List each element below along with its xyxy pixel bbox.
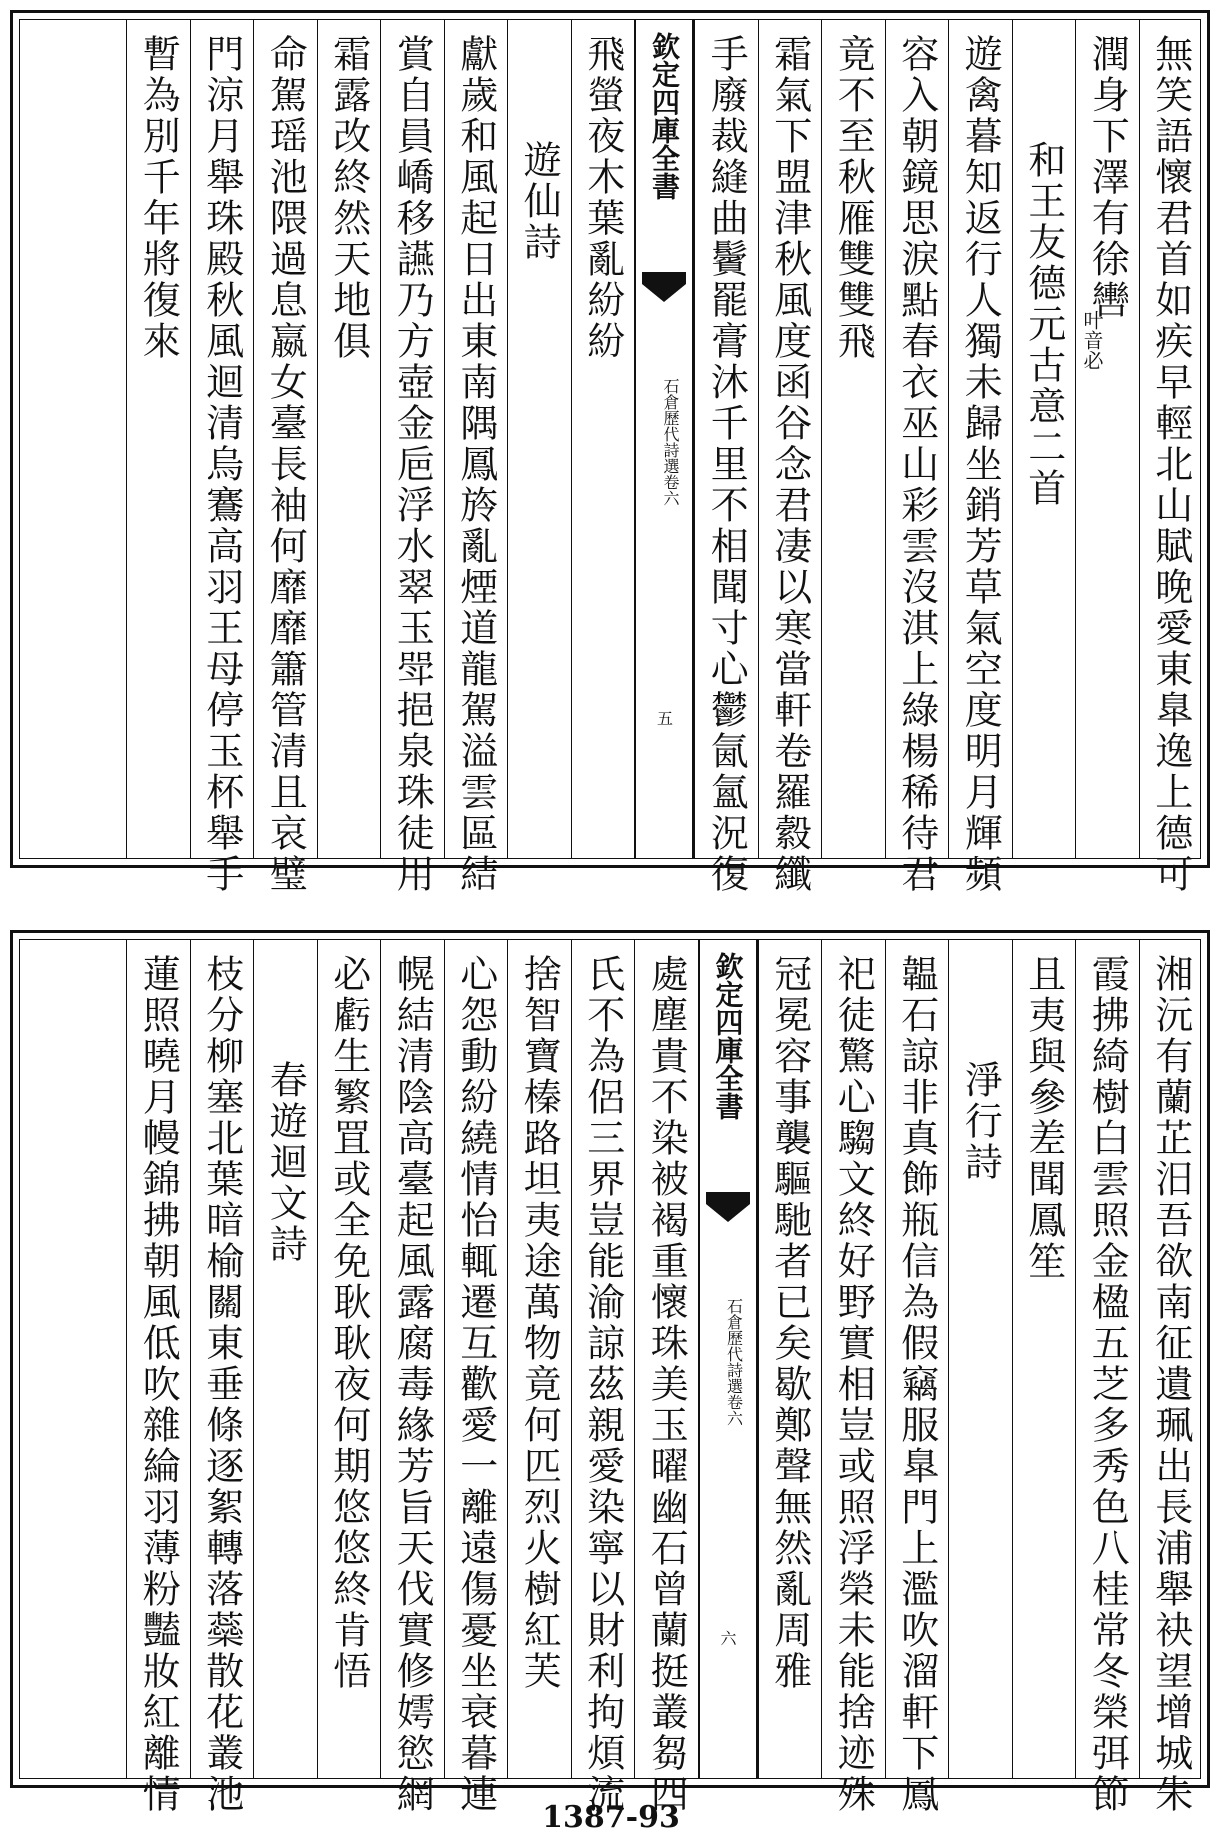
spine-page-number: 六 xyxy=(718,1630,737,1646)
page-number-footer: 1387-93 xyxy=(542,1800,680,1835)
verse-line: 霞拂綺樹白雲照金楹五芝多秀色八桂常冬榮弭節 xyxy=(1085,954,1130,1815)
verse-line: 門涼月舉珠殿秋風迴清烏鶱高羽王母停玉杯舉手 xyxy=(199,34,244,895)
text-column xyxy=(758,20,822,895)
verse-line: 獻歲和風起日出東南隅鳳旍亂煙道龍駕溢雲區結 xyxy=(453,34,498,895)
poem-title: 遊仙詩 xyxy=(517,140,562,263)
text-column xyxy=(444,940,508,1815)
spine-margin xyxy=(634,20,694,858)
text-column xyxy=(885,20,949,895)
text-column xyxy=(948,940,1012,1778)
text-column xyxy=(380,20,444,895)
spine-book-title: 石倉歷代詩選卷六 xyxy=(661,378,680,506)
text-column xyxy=(507,940,571,1778)
text-column xyxy=(1012,20,1076,858)
text-column xyxy=(126,940,190,1815)
verse-line: 心怨動紛繞情怡輒遷互歡愛一離遠傷憂坐衰暮連 xyxy=(453,954,498,1815)
poem-title: 和王友德元古意二首 xyxy=(1021,140,1066,509)
verse-line: 且夷與參差聞鳳笙 xyxy=(1021,954,1066,1282)
text-column xyxy=(1075,940,1139,1815)
verse-line: 飛螢夜木葉亂紛紛 xyxy=(580,34,625,362)
verse-line: 潤身下澤有徐轡 xyxy=(1085,34,1130,321)
text-column xyxy=(1139,940,1203,1815)
text-column xyxy=(253,940,317,1778)
text-column xyxy=(190,940,254,1815)
verse-line: 湘沅有蘭芷汨吾欲南征遺珮出長浦舉袂望增城朱 xyxy=(1148,954,1193,1815)
spine-title: 欽定四庫全書 xyxy=(711,952,745,1120)
text-column xyxy=(758,940,822,1778)
spine-book-title: 石倉歷代詩選卷六 xyxy=(724,1298,744,1426)
verse-line: 處塵貴不染被褐重懷珠美玉曜幽石曾蘭挺叢芻四 xyxy=(644,954,689,1815)
verse-line: 必虧生繁罝或全免耿耿夜何期悠悠終肯悟 xyxy=(326,954,371,1692)
verse-line: 賞自員嶠移讌乃方壺金巵浮水翠玉斝挹泉珠徒用 xyxy=(390,34,435,895)
text-column xyxy=(507,20,571,858)
verse-line: 容入朝鏡思淚點春衣巫山彩雲沒淇上綠楊稀待君 xyxy=(894,34,939,895)
verse-line: 蓮照曉月幔錦拂朝風低吹雜綸羽薄粉豔妝紅離情 xyxy=(136,954,181,1815)
page-frame xyxy=(19,939,1201,1815)
verse-line: 霜露改終然天地俱 xyxy=(326,34,371,362)
text-column xyxy=(634,940,698,1815)
verse-line: 韞石諒非真飾瓶信為假竊服臯門上濫吹溜軒下鳳 xyxy=(894,954,939,1815)
verse-line: 捨智寶榛路坦夷途萬物竟何匹烈火樹紅芙 xyxy=(517,954,562,1692)
verse-line: 竟不至秋雁雙雙飛 xyxy=(831,34,876,362)
verse-line: 冠冕容事襲驅馳者已矣歇鄭聲無然亂周雅 xyxy=(767,954,812,1692)
text-column xyxy=(571,20,635,858)
verse-line: 無笑語懷君首如疾早輕北山賦晚愛東臯逸上德可 xyxy=(1148,34,1193,895)
upper-page xyxy=(10,10,1210,895)
verse-line: 遊禽暮知返行人獨未歸坐銷芳草氣空度明月輝頻 xyxy=(958,34,1003,895)
text-column xyxy=(317,940,381,1778)
text-column xyxy=(380,940,444,1815)
text-column xyxy=(694,20,758,895)
text-column xyxy=(948,20,1012,895)
fishtail-mark-icon xyxy=(706,1192,750,1226)
verse-line: 氏不為侶三界豈能渝諒茲親愛染寧以財利拘煩流 xyxy=(580,954,625,1815)
fishtail-mark-icon xyxy=(642,272,686,306)
text-columns xyxy=(20,940,1200,1815)
annotation-note: 叶音必 xyxy=(1080,310,1104,370)
page-frame xyxy=(19,19,1201,895)
spine-page-number: 五 xyxy=(654,710,674,726)
verse-line: 命駕瑶池隈過息嬴女臺長袖何靡靡簫管清且哀璧 xyxy=(263,34,308,895)
text-column xyxy=(571,940,635,1815)
text-column xyxy=(444,20,508,895)
verse-line: 枝分柳塞北葉暗榆關東垂條逐絮轉落蘂散花叢池 xyxy=(199,954,244,1815)
verse-line: 霜氣下盟津秋風度函谷念君凄以寒當軒卷羅縠纖 xyxy=(767,34,812,895)
text-column xyxy=(190,20,254,895)
text-column xyxy=(821,940,885,1815)
text-column xyxy=(821,20,885,858)
text-column xyxy=(253,20,317,895)
verse-line: 祀徒驚心騶文終好野實相豈或照浮榮未能捨迹殊 xyxy=(831,954,876,1815)
poem-title: 春遊迴文詩 xyxy=(263,1060,308,1265)
text-column xyxy=(317,20,381,858)
text-columns xyxy=(20,20,1200,895)
poem-title: 淨行詩 xyxy=(958,1060,1003,1183)
text-column xyxy=(1139,20,1203,895)
text-column xyxy=(885,940,949,1815)
lower-page xyxy=(10,930,1210,1815)
verse-line: 手廢裁縫曲鬢罷膏沐千里不相聞寸心鬱氤氳況復 xyxy=(704,34,749,895)
verse-line: 暫為別千年將復來 xyxy=(136,34,181,362)
verse-line: 幌結清陰高臺起風露腐毒緣芳旨天伐實修嫮慾網 xyxy=(390,954,435,1815)
text-column xyxy=(126,20,190,858)
text-column xyxy=(1075,20,1139,858)
spine-margin xyxy=(698,940,758,1778)
spine-title: 欽定四庫全書 xyxy=(648,32,681,200)
text-column xyxy=(1012,940,1076,1778)
